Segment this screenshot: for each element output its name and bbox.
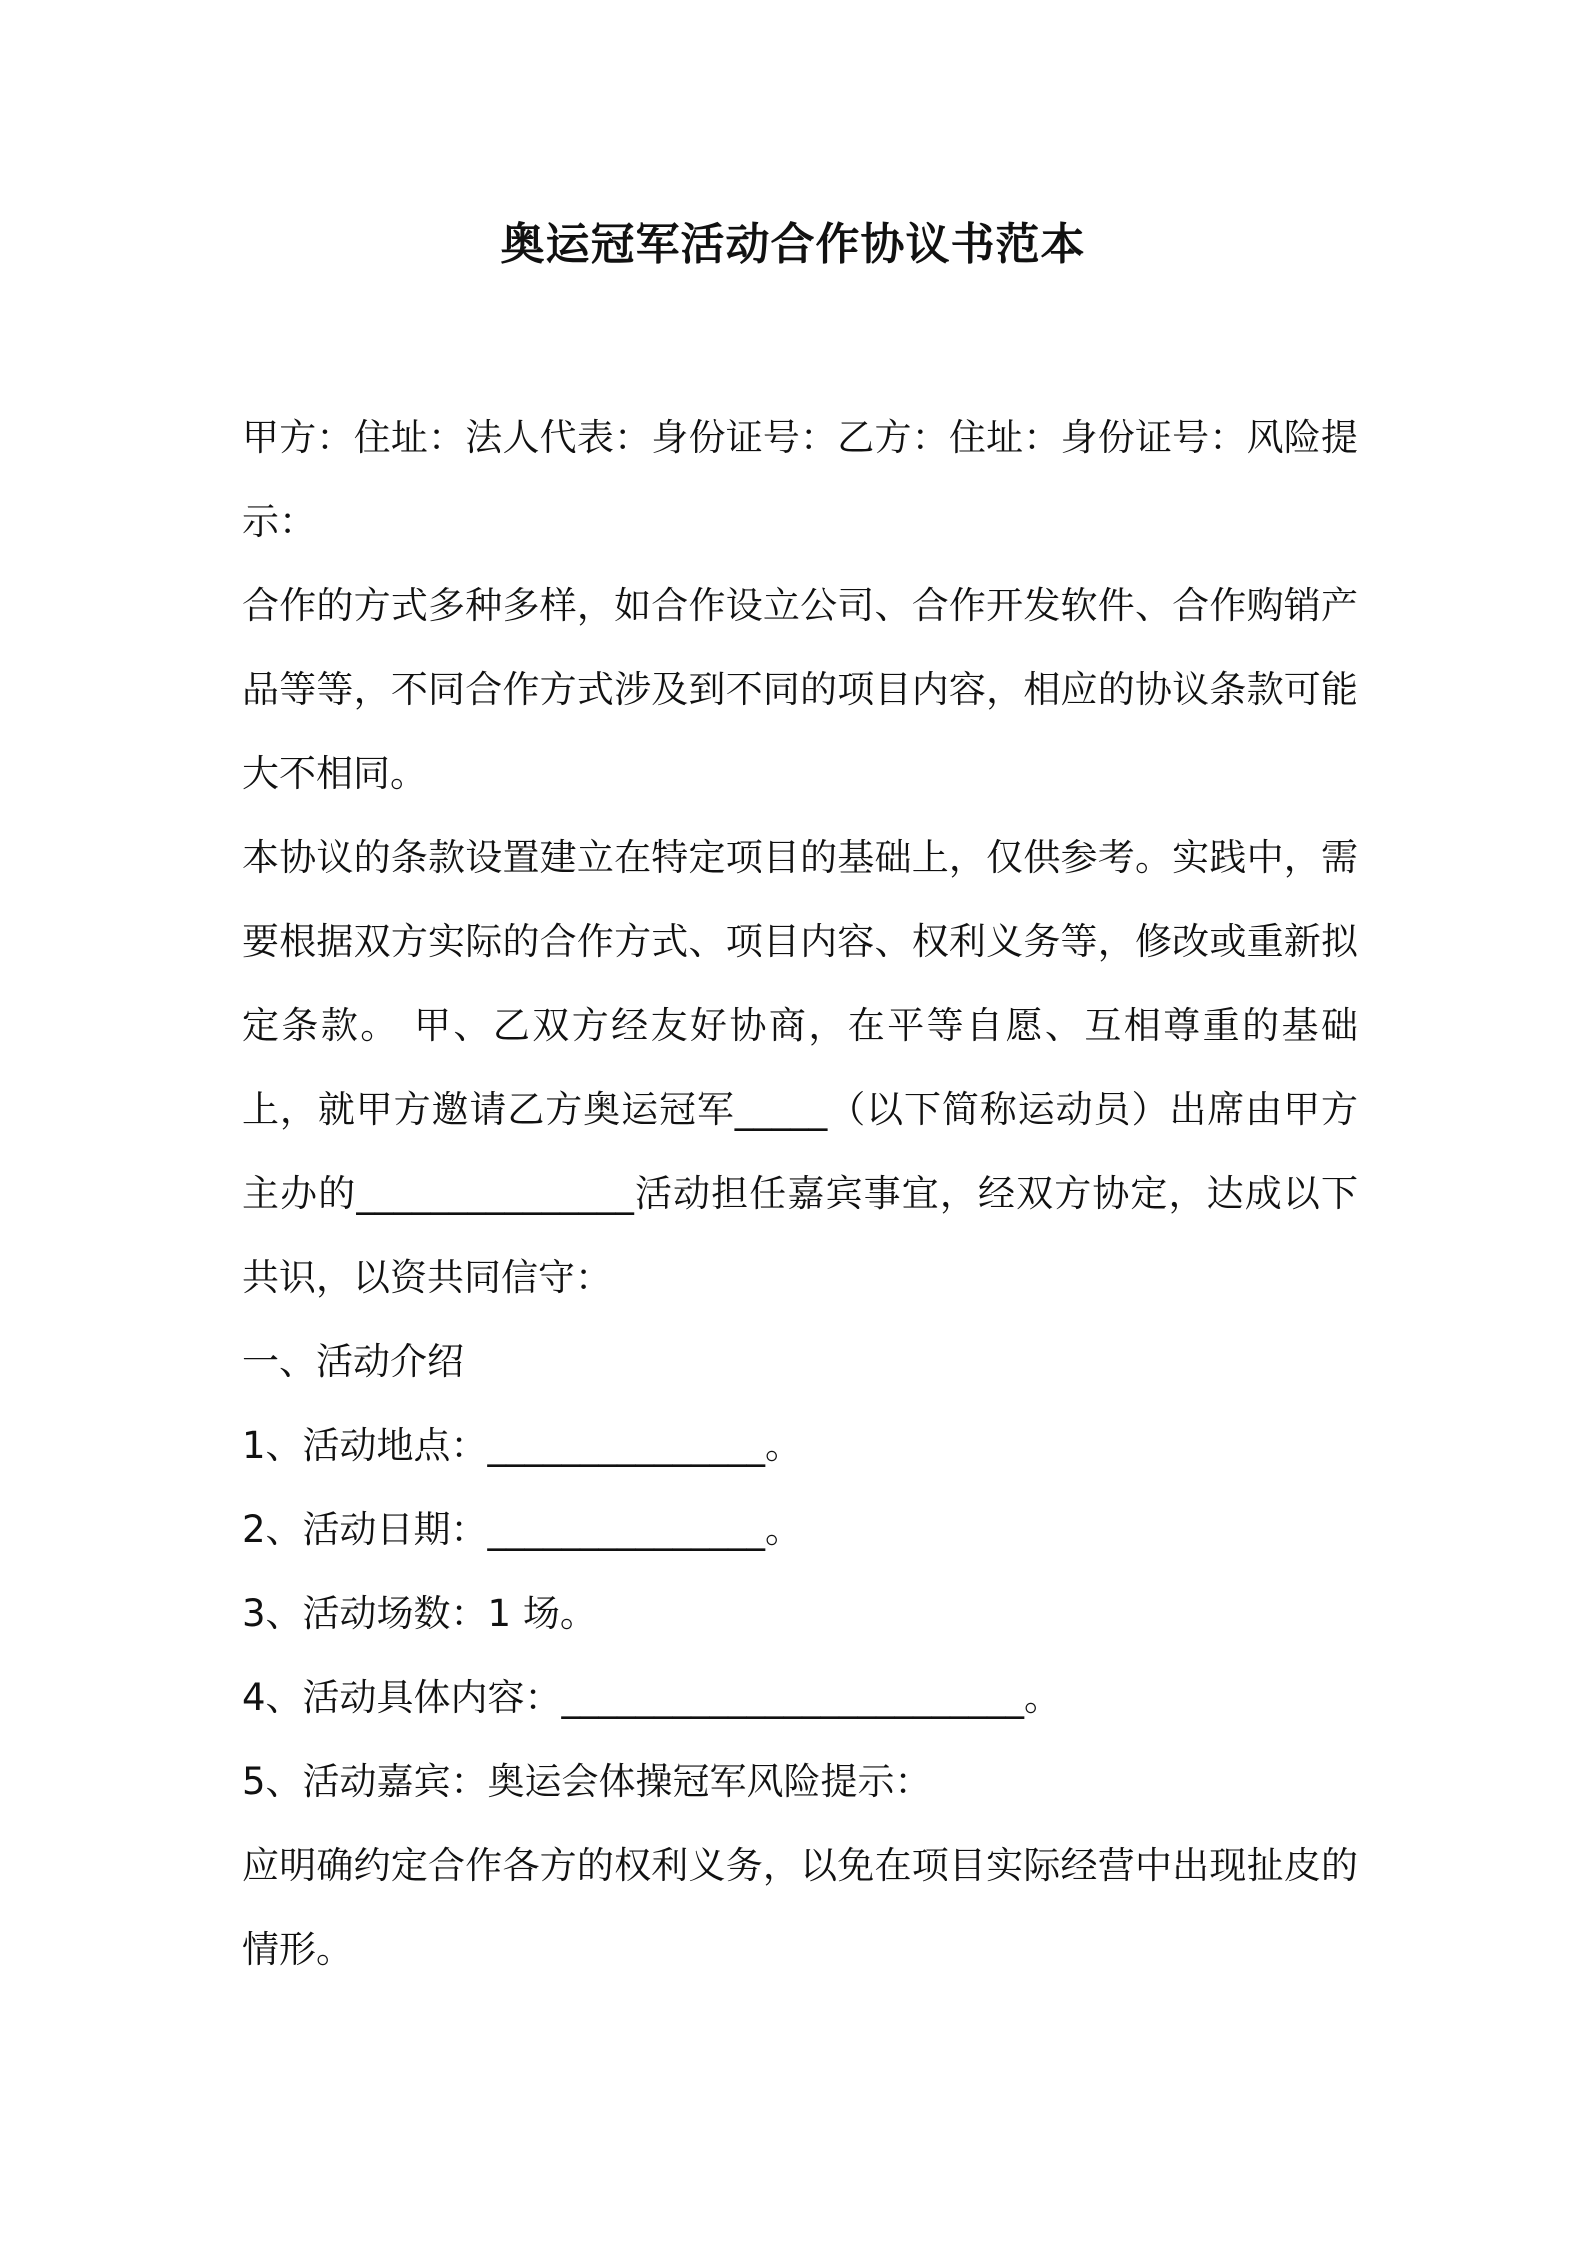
document-title: 奥运冠军活动合作协议书范本 xyxy=(500,219,1086,270)
item-activity-content: 4、活动具体内容：_________________________。 xyxy=(242,1676,1062,1719)
paragraph-cooperation-methods: 合作的方式多种多样，如合作设立公司、合作开发软件、合作购销产品等等，不同合作方式涉及到不同的项目内容，相应的协议条款可能大不相同。 xyxy=(242,584,1358,795)
item-activity-location: 1、活动地点：_______________。 xyxy=(242,1424,803,1467)
document-body xyxy=(242,396,1358,1992)
paragraph-parties: 甲方：住址：法人代表：身份证号：乙方：住址：身份证号：风险提示： xyxy=(242,416,1358,543)
section-heading-activity-intro: 一、活动介绍 xyxy=(242,1340,464,1383)
paragraph-agreement-basis: 本协议的条款设置建立在特定项目的基础上，仅供参考。实践中，需要根据双方实际的合作方式、项目内容、权利义务等，修改或重新拟定条款。 甲、乙双方经友好协商，在平等自愿、互相尊重的基础上，就甲方邀请乙方奥运冠军_____（以下简称运动员）出席由甲方主办的_______________活动担任嘉宾事宜，经双方协定，达成以下共识，以资共同信守： xyxy=(242,836,1358,1299)
item-activity-sessions: 3、活动场数：1 场。 xyxy=(242,1592,597,1635)
paragraph-rights-obligations: 应明确约定合作各方的权利义务，以免在项目实际经营中出现扯皮的情形。 xyxy=(242,1844,1358,1971)
item-activity-date: 2、活动日期：_______________。 xyxy=(242,1508,803,1551)
item-activity-guest: 5、活动嘉宾：奥运会体操冠军风险提示： xyxy=(242,1760,932,1803)
